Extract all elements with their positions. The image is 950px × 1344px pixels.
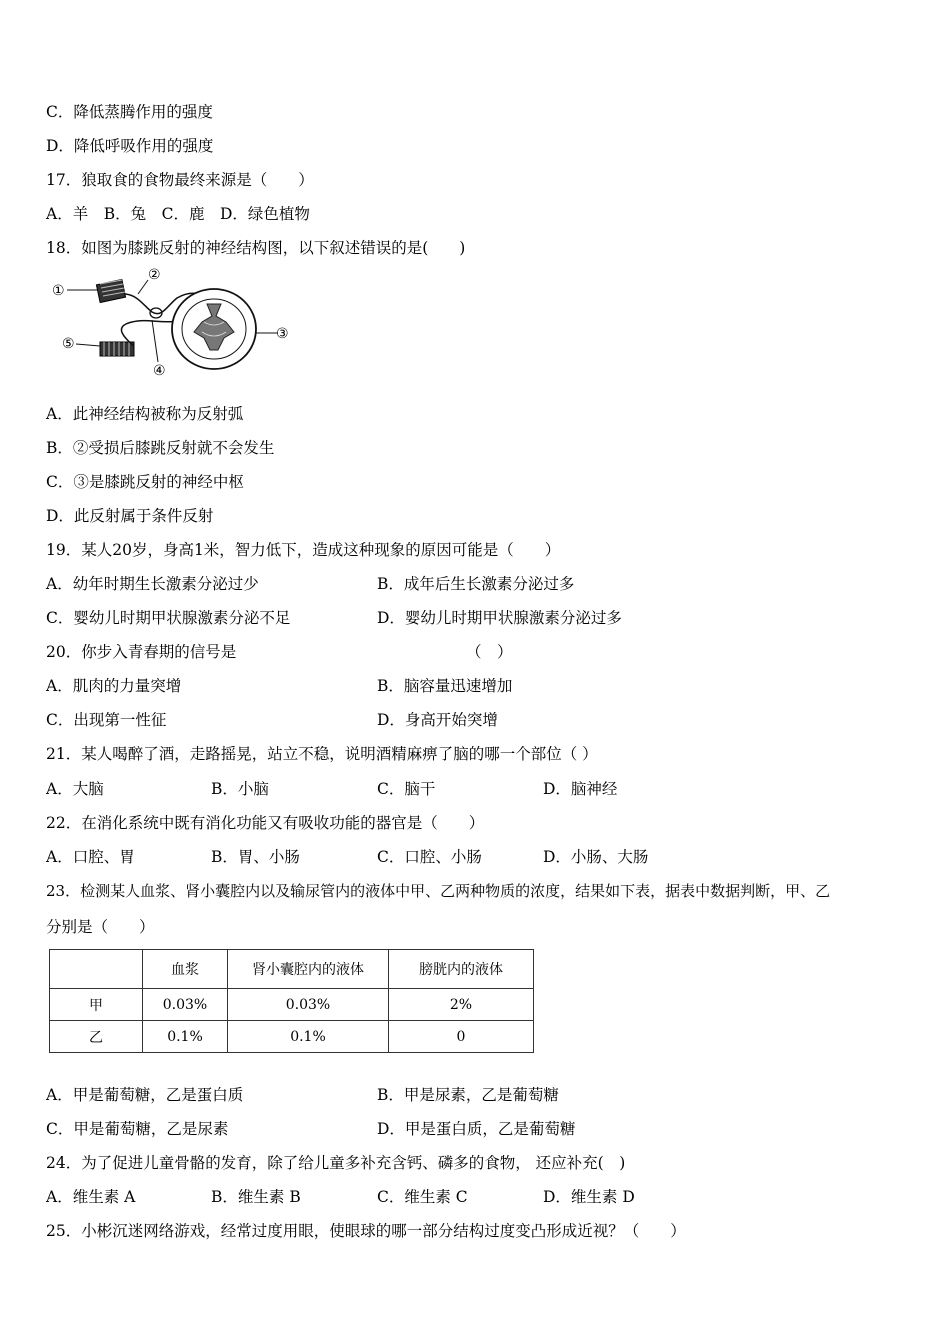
receptor-muscle bbox=[96, 279, 125, 302]
table-header-cell: 血浆 bbox=[143, 950, 228, 989]
q18-option-d: D．此反射属于条件反射 bbox=[46, 507, 214, 525]
q16-option-d: D．降低呼吸作用的强度 bbox=[46, 137, 214, 155]
table-header-cell: 肾小囊腔内的液体 bbox=[228, 950, 389, 989]
q24-option-a: A．维生素 A bbox=[46, 1188, 136, 1206]
question-22: 22．在消化系统中既有消化功能又有吸收功能的器官是（ ） bbox=[46, 814, 485, 832]
table-header-cell: 膀胱内的液体 bbox=[389, 950, 534, 989]
q19-option-a: A．幼年时期生长激素分泌过少 bbox=[46, 575, 259, 593]
reflex-arc-figure bbox=[52, 266, 292, 378]
question-24: 24．为了促进儿童骨骼的发育，除了给儿童多补充含钙、磷多的食物， 还应补充( ) bbox=[46, 1154, 626, 1172]
q18-option-b: B．②受损后膝跳反射就不会发生 bbox=[46, 439, 275, 457]
label-3: ③ bbox=[276, 326, 289, 342]
q23-option-c: C．甲是葡萄糖，乙是尿素 bbox=[46, 1120, 229, 1138]
question-23-continued: 分别是（ ） bbox=[46, 918, 155, 936]
q20-option-b: B．脑容量迅速增加 bbox=[377, 677, 513, 695]
label-2: ② bbox=[148, 267, 161, 283]
q24-option-c: C．维生素 C bbox=[377, 1188, 468, 1206]
spinal-cord bbox=[172, 289, 256, 369]
table-cell: 乙 bbox=[50, 1021, 143, 1053]
question-18: 18．如图为膝跳反射的神经结构图，以下叙述错误的是( ) bbox=[46, 239, 466, 257]
table-header-row bbox=[50, 950, 534, 989]
q16-option-c: C．降低蒸腾作用的强度 bbox=[46, 103, 213, 121]
q20-option-a: A．肌肉的力量突增 bbox=[46, 677, 182, 695]
q21-option-b: B．小脑 bbox=[211, 780, 269, 798]
q22-option-d: D．小肠、大肠 bbox=[543, 848, 649, 866]
q24-option-b: B．维生素 B bbox=[211, 1188, 301, 1206]
table-cell: 0.03% bbox=[143, 989, 228, 1021]
label-4: ④ bbox=[153, 363, 166, 378]
label-1: ① bbox=[52, 283, 65, 299]
table-cell: 甲 bbox=[50, 989, 143, 1021]
q18-option-c: C．③是膝跳反射的神经中枢 bbox=[46, 473, 244, 491]
q21-option-a: A．大脑 bbox=[46, 780, 104, 798]
table-row bbox=[50, 1021, 534, 1053]
q18-option-a: A．此神经结构被称为反射弧 bbox=[46, 405, 244, 423]
q22-option-c: C．口腔、小肠 bbox=[377, 848, 482, 866]
q23-option-d: D．甲是蛋白质，乙是葡萄糖 bbox=[377, 1120, 576, 1138]
q24-option-d: D．维生素 D bbox=[543, 1188, 635, 1206]
question-21: 21．某人喝醉了酒，走路摇晃，站立不稳，说明酒精麻痹了脑的哪一个部位（ ） bbox=[46, 745, 598, 763]
q20-answer-paren: （ ） bbox=[466, 643, 513, 661]
table-cell: 0 bbox=[389, 1021, 534, 1053]
concentration-table bbox=[49, 949, 534, 1053]
q21-option-d: D．脑神经 bbox=[543, 780, 618, 798]
table-row bbox=[50, 989, 534, 1021]
question-17: 17．狼取食的食物最终来源是（ ） bbox=[46, 171, 314, 189]
table-cell: 2% bbox=[389, 989, 534, 1021]
question-19: 19．某人20岁，身高1米，智力低下，造成这种现象的原因可能是（ ） bbox=[46, 541, 561, 559]
q23-option-a: A．甲是葡萄糖，乙是蛋白质 bbox=[46, 1086, 244, 1104]
table-cell: 0.1% bbox=[143, 1021, 228, 1053]
label-5: ⑤ bbox=[62, 336, 75, 352]
q17-options: A．羊 B．兔 C．鹿 D．绿色植物 bbox=[46, 205, 310, 223]
q19-option-b: B．成年后生长激素分泌过多 bbox=[377, 575, 575, 593]
question-25: 25．小彬沉迷网络游戏，经常过度用眼，使眼球的哪一部分结构过度变凸形成近视？（ ） bbox=[46, 1222, 686, 1240]
q19-option-d: D．婴幼儿时期甲状腺激素分泌过多 bbox=[377, 609, 622, 627]
question-20: 20．你步入青春期的信号是 bbox=[46, 643, 237, 661]
q23-option-b: B．甲是尿素，乙是葡萄糖 bbox=[377, 1086, 559, 1104]
q20-option-d: D．身高开始突增 bbox=[377, 711, 498, 729]
q19-option-c: C．婴幼儿时期甲状腺激素分泌不足 bbox=[46, 609, 291, 627]
q20-option-c: C．出现第一性征 bbox=[46, 711, 167, 729]
table-header-cell bbox=[50, 950, 143, 989]
q22-option-b: B．胃、小肠 bbox=[211, 848, 300, 866]
table-cell: 0.03% bbox=[228, 989, 389, 1021]
effector-muscle bbox=[100, 342, 134, 356]
table-cell: 0.1% bbox=[228, 1021, 389, 1053]
q22-option-a: A．口腔、胃 bbox=[46, 848, 135, 866]
question-23: 23．检测某人血浆、肾小囊腔内以及输尿管内的液体中甲、乙两种物质的浓度，结果如下表，据表中数据判断，甲、乙 bbox=[46, 882, 831, 900]
q21-option-c: C．脑干 bbox=[377, 780, 436, 798]
